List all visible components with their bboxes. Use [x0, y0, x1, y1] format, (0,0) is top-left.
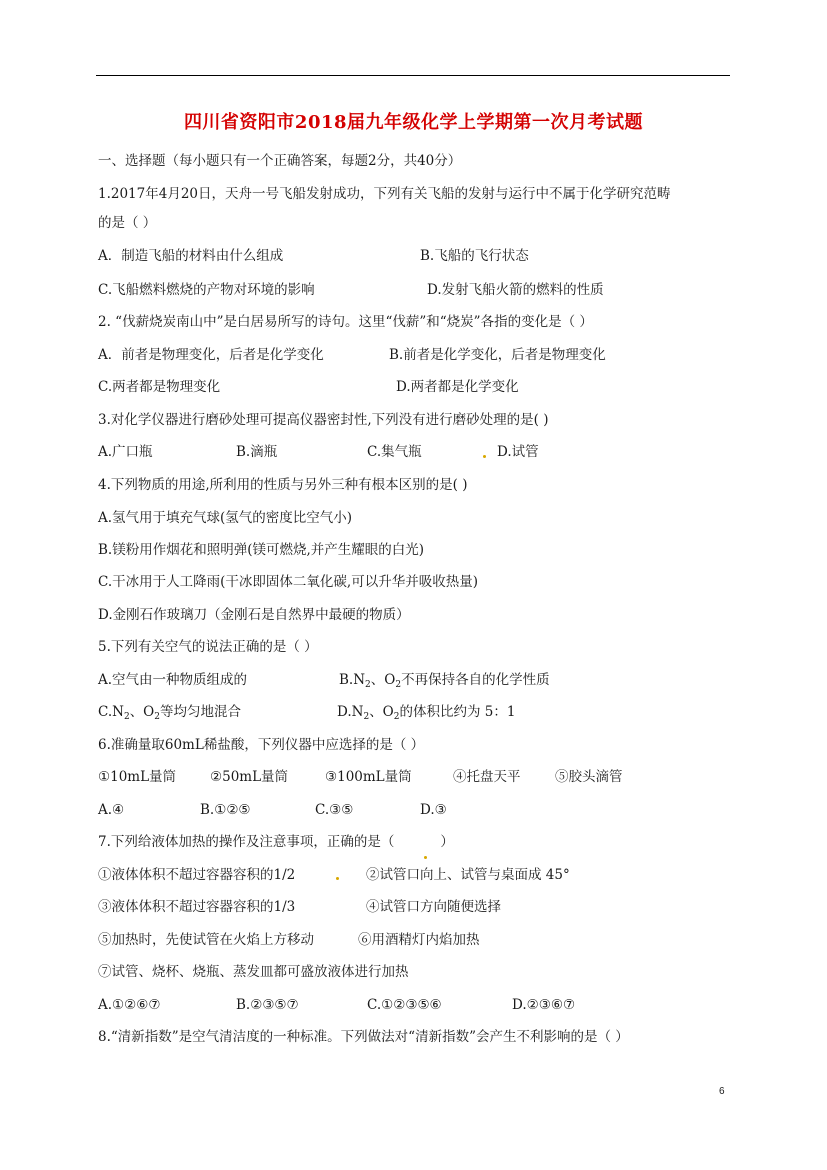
q7-option-c: C.①②③⑤⑥	[367, 997, 442, 1013]
q4-stem: 4.下列物质的用途,所利用的性质与另外三种有根本区别的是( )	[98, 477, 468, 493]
q1-stem-line2: 的是（ ）	[98, 215, 157, 231]
q3-option-c: C.集气瓶	[367, 444, 422, 460]
stray-mark	[424, 856, 427, 859]
q3-option-b: B.滴瓶	[236, 444, 278, 460]
q4-option-c: C.干冰用于人工降雨(干冰即固体二氧化碳,可以升华并吸收热量)	[98, 574, 478, 590]
q6-option-c: C.③⑤	[315, 802, 354, 818]
q1-option-d: D.发射飞船火箭的燃料的性质	[427, 282, 604, 298]
q5-option-a: A.空气由一种物质组成的	[98, 672, 248, 688]
q7-option-a: A.①②⑥⑦	[98, 997, 161, 1013]
q7-statement-2: ②试管口向上、试管与桌面成 45°	[366, 867, 570, 883]
q1-option-a: A．制造飞船的材料由什么组成	[98, 248, 284, 264]
q4-option-a: A.氢气用于填充气球(氢气的密度比空气小)	[98, 510, 353, 526]
q5-option-b: $B.N_2$、$O_2$不再保持各自的化学性质	[339, 672, 550, 690]
q7-statement-3: ③液体体积不超过容器容积的1/3	[98, 899, 296, 915]
q5-option-d: $D.N_2$、$O_2$的体积比约为 5：1	[337, 704, 516, 722]
q6-option-a: A.④	[98, 802, 125, 818]
q4-option-d: D.金刚石作玻璃刀（金刚石是自然界中最硬的物质）	[98, 607, 410, 623]
q7-option-b: B.②③⑤⑦	[236, 997, 299, 1013]
q1-stem-line1: 1.2017年4月20日，天舟一号飞船发射成功，下列有关飞船的发射与运行中不属于化学研究范畴	[98, 186, 671, 202]
q2-stem: 2. “伐薪烧炭南山中”是白居易所写的诗句。这里“伐薪”和“烧炭”各指的变化是（ ）	[98, 314, 593, 330]
q7-statement-5: ⑤加热时，先使试管在火焰上方移动	[98, 932, 314, 948]
page-number: 6	[719, 1086, 725, 1097]
q8-stem: 8.“清新指数”是空气清洁度的一种标准。下列做法对“清新指数”会产生不利影响的是（ ）	[98, 1029, 629, 1045]
q6-item-1: ①10mL量筒	[98, 769, 177, 785]
q2-option-a: A．前者是物理变化，后者是化学变化	[98, 347, 324, 363]
q3-stem: 3.对化学仪器进行磨砂处理可提高仪器密封性,下列没有进行磨砂处理的是( )	[98, 412, 549, 428]
section-heading: 一、选择题（每小题只有一个正确答案，每题2分，共40分）	[98, 153, 462, 169]
header-rule	[96, 75, 730, 76]
q6-item-4: ④托盘天平	[453, 769, 521, 785]
stray-mark	[483, 455, 486, 458]
q2-option-d: D.两者都是化学变化	[396, 379, 519, 395]
q6-item-3: ③100mL量筒	[325, 769, 412, 785]
q5-option-c: $C.N_2$、$O_2$等均匀地混合	[98, 704, 241, 722]
q7-statement-6: ⑥用酒精灯内焰加热	[358, 932, 480, 948]
q2-option-b: B.前者是化学变化，后者是物理变化	[389, 347, 606, 363]
q6-stem: 6.准确量取60mL稀盐酸，下列仪器中应选择的是（ ）	[98, 737, 425, 753]
q5-stem: 5.下列有关空气的说法正确的是（ ）	[98, 639, 318, 655]
q6-option-d: D.③	[420, 802, 447, 818]
q7-option-d: D.②③⑥⑦	[512, 997, 576, 1013]
q6-option-b: B.①②⑤	[200, 802, 251, 818]
q6-item-2: ②50mL量筒	[210, 769, 289, 785]
exam-title: 四川省资阳市2018届九年级化学上学期第一次月考试题	[183, 112, 644, 133]
q7-statement-1: ①液体体积不超过容器容积的1/2	[98, 867, 296, 883]
q7-stem: 7.下列给液体加热的操作及注意事项，正确的是（ ）	[98, 833, 454, 851]
q7-statement-4: ④试管口方向随便选择	[366, 899, 501, 915]
q1-option-c: C.飞船燃料燃烧的产物对环境的影响	[98, 282, 315, 298]
q6-item-5: ⑤胶头滴管	[555, 769, 623, 785]
q1-option-b: B.飞船的飞行状态	[420, 248, 529, 264]
q7-statement-7: ⑦试管、烧杯、烧瓶、蒸发皿都可盛放液体进行加热	[98, 964, 409, 980]
q3-option-d: D.试管	[497, 444, 539, 460]
q2-option-c: C.两者都是物理变化	[98, 379, 221, 395]
q4-option-b: B.镁粉用作烟花和照明弹(镁可燃烧,并产生耀眼的白光)	[98, 542, 425, 558]
q3-option-a: A.广口瓶	[98, 444, 153, 460]
stray-mark	[336, 877, 339, 880]
